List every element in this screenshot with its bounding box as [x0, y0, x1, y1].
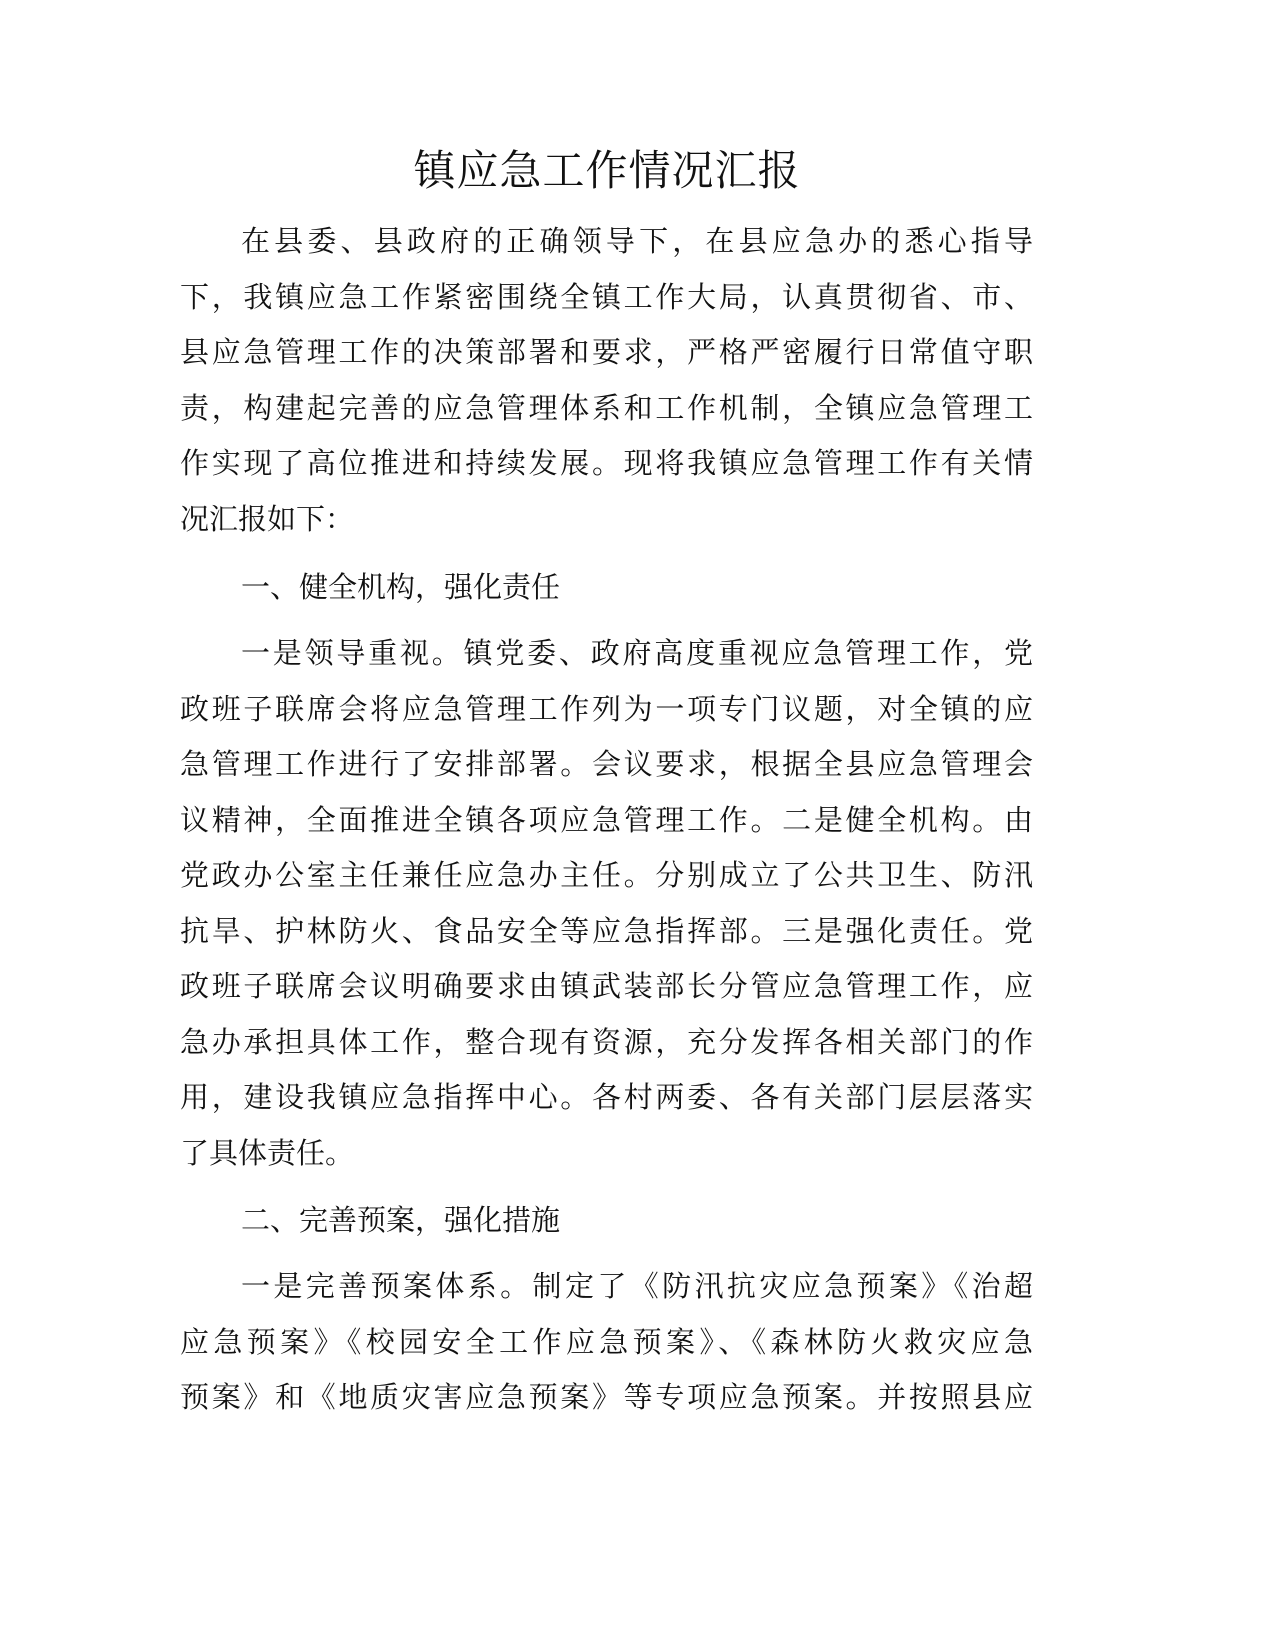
- text-line: 急办承担具体工作，整合现有资源，充分发挥各相关部门的作: [180, 1024, 1033, 1059]
- text-line: 抗旱、护林防火、食品安全等应急指挥部。三是强化责任。党: [180, 913, 1033, 948]
- text-line: 急管理工作进行了安排部署。会议要求，根据全县应急管理会: [180, 747, 1033, 781]
- text-line: 预案》和《地质灾害应急预案》等专项应急预案。并按照县应: [180, 1380, 1033, 1414]
- text-line: 一是完善预案体系。制定了《防汛抗灾应急预案》《治超: [241, 1269, 1033, 1303]
- section1-paragraph: [180, 626, 1033, 1181]
- text-line: 作实现了高位推进和持续发展。现将我镇应急管理工作有关情: [180, 446, 1033, 480]
- section-heading: 二、完善预案，强化措施: [241, 1203, 561, 1237]
- text-line: 议精神，全面推进全镇各项应急管理工作。二是健全机构。由: [180, 802, 1033, 837]
- intro-paragraph: [180, 214, 1033, 547]
- text-line: 政班子联席会议明确要求由镇武装部长分管应急管理工作，应: [180, 969, 1033, 1003]
- text-line: 一是领导重视。镇党委、政府高度重视应急管理工作，党: [241, 636, 1033, 670]
- text-line: 应急预案》《校园安全工作应急预案》、《森林防火救灾应急: [180, 1324, 1033, 1359]
- text-line: 政班子联席会将应急管理工作列为一项专门议题，对全镇的应: [180, 691, 1033, 726]
- text-line: 用，建设我镇应急指挥中心。各村两委、各有关部门层层落实: [180, 1080, 1033, 1114]
- text-line: 在县委、县政府的正确领导下，在县应急办的悉心指导: [241, 224, 1033, 258]
- text-line: 况汇报如下：: [180, 501, 355, 536]
- document-title: 镇应急工作情况汇报: [413, 146, 801, 195]
- section2-paragraph: [180, 1259, 1033, 1426]
- text-line: 党政办公室主任兼任应急办主任。分别成立了公共卫生、防汛: [180, 858, 1033, 892]
- text-line: 责，构建起完善的应急管理体系和工作机制，全镇应急管理工: [180, 390, 1033, 425]
- text-line: 下，我镇应急工作紧密围绕全镇工作大局，认真贯彻省、市、: [180, 279, 1033, 314]
- section-heading: 一、健全机构，强化责任: [241, 570, 561, 604]
- text-line: 县应急管理工作的决策部署和要求，严格严密履行日常值守职: [180, 335, 1033, 369]
- text-line: 了具体责任。: [180, 1135, 355, 1170]
